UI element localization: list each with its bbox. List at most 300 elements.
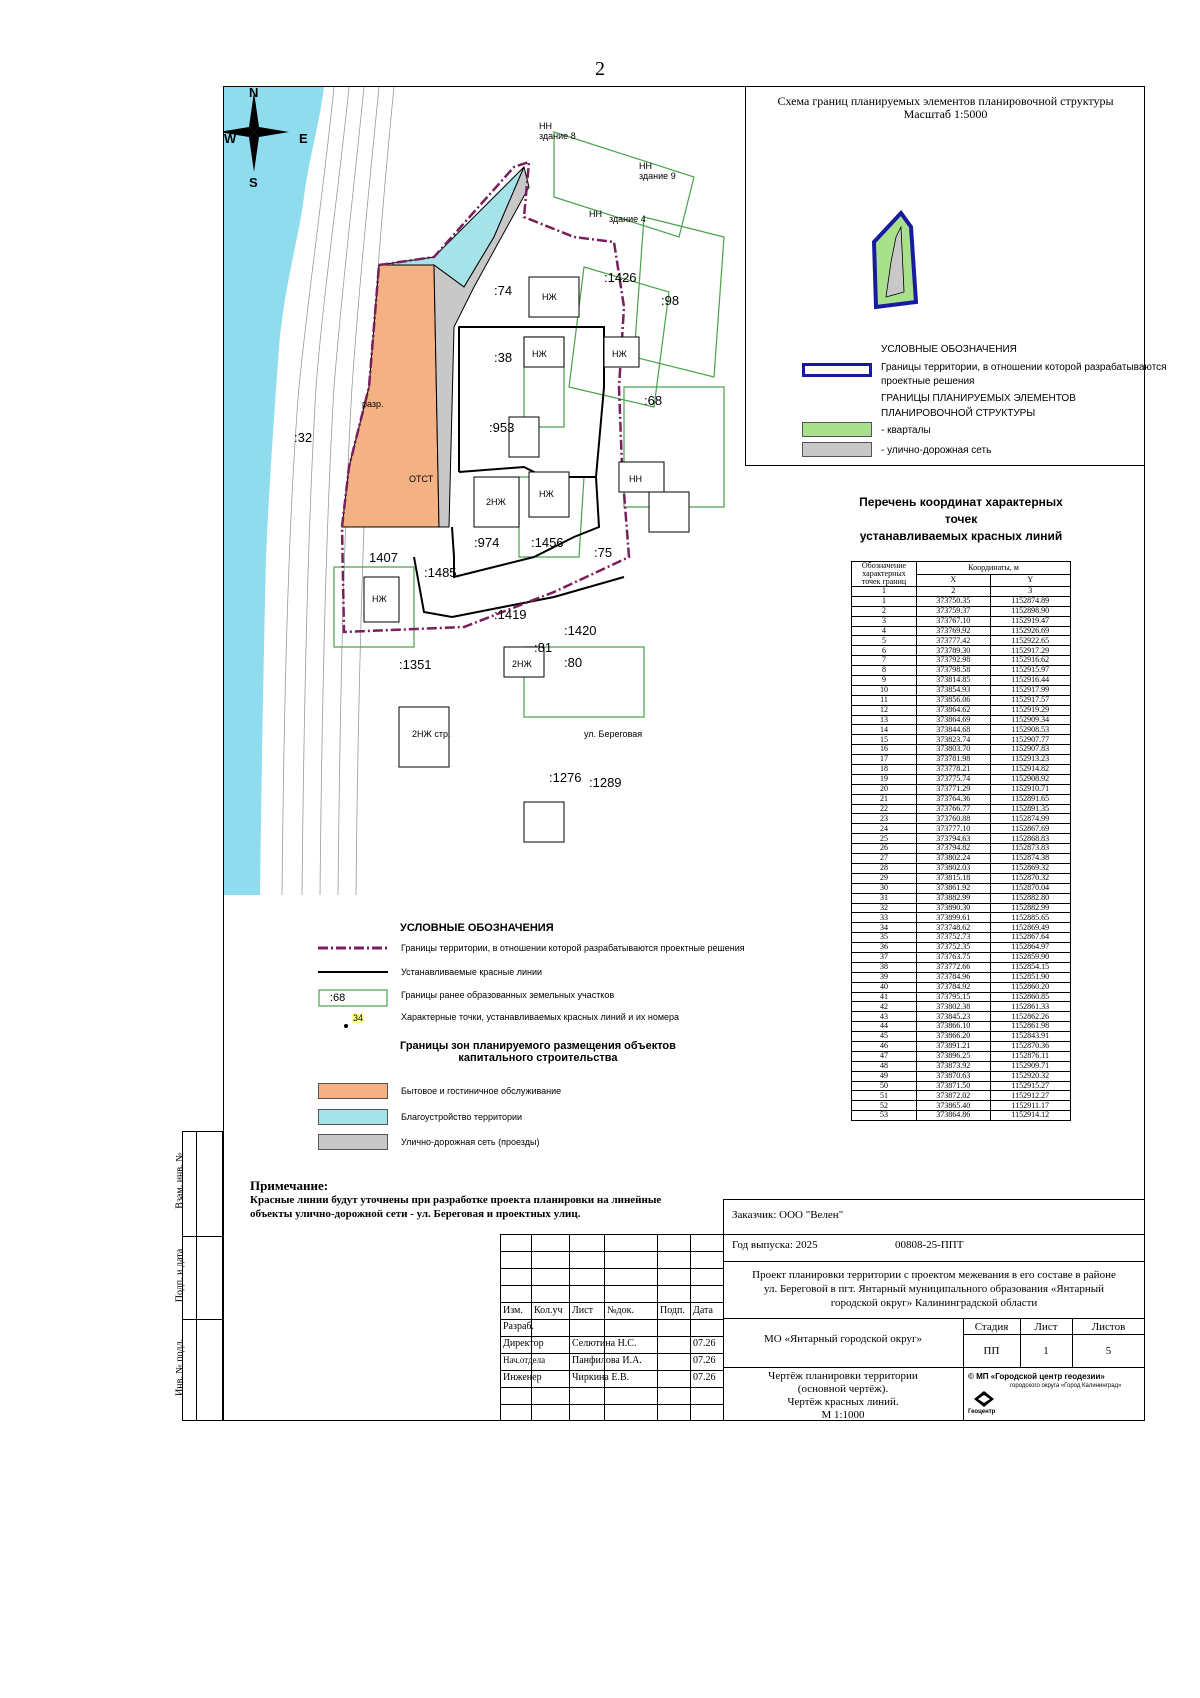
overview-legend-title: УСЛОВНЫЕ ОБОЗНАЧЕНИЯ	[881, 344, 1017, 355]
coord-row	[852, 1061, 1071, 1071]
coord-x: 373750.35	[917, 596, 991, 606]
project-title	[723, 1268, 1145, 1310]
coord-row	[852, 883, 1071, 893]
coord-row	[852, 725, 1071, 735]
coord-row	[852, 705, 1071, 715]
coord-x: 373795.15	[917, 992, 991, 1002]
bld-label: здание 8	[539, 131, 576, 141]
side-stamp-divider	[182, 1236, 223, 1237]
label-1351: :1351	[399, 657, 432, 672]
coord-x: 373752.35	[917, 943, 991, 953]
coord-point: 45	[852, 1032, 917, 1042]
overview-item2: - кварталы	[881, 425, 931, 436]
coord-point: 14	[852, 725, 917, 735]
coord-point: 35	[852, 933, 917, 943]
bld-label: НН	[539, 121, 552, 131]
coord-y: 1152874.89	[990, 596, 1071, 606]
drawing-title	[723, 1370, 963, 1422]
coord-row	[852, 784, 1071, 794]
compass-n: N	[249, 87, 259, 100]
coord-y: 1152869.32	[990, 863, 1071, 873]
coord-y: 1152882.80	[990, 893, 1071, 903]
coord-point: 24	[852, 824, 917, 834]
coord-y: 1152864.97	[990, 943, 1071, 953]
side-stamp-divider	[196, 1131, 197, 1421]
overview-item1b: проектные решения	[881, 376, 975, 387]
label-1485: :1485	[424, 565, 457, 580]
coord-y: 1152922.65	[990, 636, 1071, 646]
geocenter-logo-icon	[973, 1390, 995, 1408]
org-name: © МП «Городской центр геодезии»	[968, 1372, 1105, 1381]
coord-point: 20	[852, 784, 917, 794]
zone-service	[342, 265, 439, 527]
legend-zone2: Благоустройство территории	[401, 1112, 523, 1122]
coord-x: 373777.10	[917, 824, 991, 834]
project-line1: Проект планировки территории с проектом межевания в его составе в районе	[752, 1269, 1116, 1281]
stage-head: Стадия	[974, 1321, 1009, 1333]
date-3: 07.26	[693, 1372, 716, 1383]
coord-point: 29	[852, 873, 917, 883]
coord-point: 19	[852, 774, 917, 784]
bld-label: НЖ	[612, 349, 627, 359]
coord-y: 1152851.90	[990, 972, 1071, 982]
quarters-swatch	[802, 422, 872, 437]
coord-point: 44	[852, 1022, 917, 1032]
legend-zone3: Улично-дорожная сеть (проезды)	[401, 1137, 540, 1147]
label-1407: 1407	[369, 550, 398, 565]
coord-y: 1152898.90	[990, 606, 1071, 616]
col-n2: 2	[917, 587, 991, 597]
coord-y: 1152862.26	[990, 1012, 1071, 1022]
coord-x: 373794.82	[917, 844, 991, 854]
coord-point: 18	[852, 765, 917, 775]
sheet-head: Лист	[1034, 1321, 1058, 1333]
col-n1: 1	[852, 587, 917, 597]
side-stamp-c: Инв. № подл.	[174, 1339, 186, 1396]
coord-x: 373763.75	[917, 952, 991, 962]
coord-point: 16	[852, 745, 917, 755]
coord-row	[852, 626, 1071, 636]
coord-row	[852, 873, 1071, 883]
overview-inset	[745, 87, 1167, 466]
project-line2: ул. Береговой в пгт. Янтарный муниципального образования «Янтарный	[763, 1283, 1105, 1295]
coord-y: 1152917.29	[990, 646, 1071, 656]
grid-vline	[569, 1234, 570, 1421]
roads-swatch	[802, 442, 872, 457]
bld-label: НЖ	[542, 292, 557, 302]
coord-point: 7	[852, 656, 917, 666]
coord-point: 34	[852, 923, 917, 933]
coord-point: 26	[852, 844, 917, 854]
col-point: Обозначение характерных точек границ	[852, 562, 917, 587]
drawing-line3: Чертёж красных линий.	[787, 1396, 899, 1408]
coord-x: 373778.21	[917, 765, 991, 775]
coord-row	[852, 982, 1071, 992]
col-coords: Координаты, м	[917, 562, 1071, 575]
zone1-swatch	[318, 1083, 388, 1099]
coord-y: 1152916.44	[990, 676, 1071, 686]
doc-code: 00808-25-ППТ	[895, 1239, 964, 1251]
coord-x: 373767.10	[917, 616, 991, 626]
coord-point: 9	[852, 676, 917, 686]
sea-area	[224, 87, 324, 895]
coord-y: 1152876.11	[990, 1051, 1071, 1061]
coord-row	[852, 765, 1071, 775]
legend-parcel: Границы ранее образованных земельных участков	[401, 990, 615, 1000]
label-1276: :1276	[549, 770, 582, 785]
coord-row	[852, 636, 1071, 646]
coord-y: 1152917.57	[990, 695, 1071, 705]
side-stamp-divider	[182, 1319, 223, 1320]
coord-point: 40	[852, 982, 917, 992]
coord-row	[852, 666, 1071, 676]
coord-row	[852, 854, 1071, 864]
bld-label: 2НЖ	[486, 497, 506, 507]
coord-y: 1152909.34	[990, 715, 1071, 725]
label-68: :68	[644, 393, 663, 408]
coord-y: 1152870.36	[990, 1041, 1071, 1051]
coord-y: 1152869.49	[990, 923, 1071, 933]
zones-title-line1: Границы зон планируемого размещения объектов	[400, 1040, 676, 1052]
coord-point: 42	[852, 1002, 917, 1012]
coord-row	[852, 1041, 1071, 1051]
coord-row	[852, 774, 1071, 784]
coord-x: 373844.68	[917, 725, 991, 735]
razrab: Разраб.	[503, 1321, 534, 1332]
overview-scheme	[866, 207, 926, 317]
tb-divider	[723, 1261, 1145, 1262]
coord-point: 48	[852, 1061, 917, 1071]
coord-x: 373792.98	[917, 656, 991, 666]
coord-x: 373864.86	[917, 1111, 991, 1121]
grid-hline	[500, 1370, 723, 1371]
grid-hline	[500, 1285, 723, 1286]
overview-group-title: ГРАНИЦЫ ПЛАНИРУЕМЫХ ЭЛЕМЕНТОВ	[881, 393, 1076, 404]
coord-point: 21	[852, 794, 917, 804]
legend-parcel-sample: :68	[330, 992, 346, 1004]
role-1: Директор	[503, 1338, 544, 1349]
stage: ПП	[983, 1345, 1000, 1357]
razr-label: разр.	[362, 399, 384, 409]
coord-x: 373784.96	[917, 972, 991, 982]
coord-row	[852, 616, 1071, 626]
coord-y: 1152860.85	[990, 992, 1071, 1002]
coord-point: 41	[852, 992, 917, 1002]
note-title: Примечание:	[250, 1178, 329, 1193]
coord-x: 373815.18	[917, 873, 991, 883]
coord-x: 373871.50	[917, 1081, 991, 1091]
coord-row	[852, 1081, 1071, 1091]
coord-x: 373802.24	[917, 854, 991, 864]
overview-boundary-swatch	[802, 363, 872, 377]
coord-x: 373873.92	[917, 1061, 991, 1071]
coord-x: 373823.74	[917, 735, 991, 745]
bld-label: НН	[639, 161, 652, 171]
coord-point: 53	[852, 1111, 917, 1121]
zones-title-line2: капитального строительства	[458, 1052, 618, 1064]
legend-title	[400, 922, 554, 934]
coordinates-body	[852, 596, 1071, 1120]
grid-hline	[500, 1268, 723, 1269]
coord-point: 36	[852, 943, 917, 953]
coord-point: 38	[852, 962, 917, 972]
coord-point: 39	[852, 972, 917, 982]
col-x: X	[917, 574, 991, 587]
coord-x: 373764.36	[917, 794, 991, 804]
role-2: Нач.отдела	[503, 1355, 546, 1365]
legend-boundary: Границы территории, в отношении которой разрабатываются проектные решения	[401, 943, 745, 953]
bld-label: НН	[589, 209, 602, 219]
coord-y: 1152867.64	[990, 933, 1071, 943]
coord-row	[852, 676, 1071, 686]
coord-row	[852, 695, 1071, 705]
coord-x: 373802.03	[917, 863, 991, 873]
coord-y: 1152914.82	[990, 765, 1071, 775]
coord-y: 1152919.29	[990, 705, 1071, 715]
coord-x: 373854.93	[917, 685, 991, 695]
coord-x: 373784.92	[917, 982, 991, 992]
legend-title-text: УСЛОВНЫЕ ОБОЗНАЧЕНИЯ	[400, 922, 554, 934]
coord-point: 13	[852, 715, 917, 725]
coord-x: 373802.38	[917, 1002, 991, 1012]
coord-y: 1152885.65	[990, 913, 1071, 923]
label-38: :38	[494, 350, 513, 365]
coord-point: 8	[852, 666, 917, 676]
label-98: :98	[661, 293, 680, 308]
bld-label: 2НЖ стр.	[412, 729, 451, 739]
col-y: Y	[990, 574, 1071, 587]
coord-y: 1152874.38	[990, 854, 1071, 864]
bld-label: НЖ	[539, 489, 554, 499]
coord-x: 373794.63	[917, 834, 991, 844]
coord-row	[852, 952, 1071, 962]
mo: МО «Янтарный городской округ»	[764, 1333, 922, 1345]
coord-x: 373766.77	[917, 804, 991, 814]
coord-x: 373864.62	[917, 705, 991, 715]
note-line2: объекты улично-дорожной сети - ул. Береговая и проектных улиц.	[250, 1208, 581, 1220]
grid-hline	[500, 1319, 723, 1320]
grid-hline	[500, 1251, 723, 1252]
coord-row	[852, 834, 1071, 844]
overview-group-title-b: ПЛАНИРОВОЧНОЙ СТРУКТУРЫ	[881, 408, 1036, 419]
coord-point: 4	[852, 626, 917, 636]
coord-point: 10	[852, 685, 917, 695]
coord-y: 1152917.99	[990, 685, 1071, 695]
coord-x: 373752.73	[917, 933, 991, 943]
grid-hline	[500, 1302, 723, 1303]
plan-map-svg	[224, 87, 744, 895]
label-74: :74	[494, 283, 513, 298]
coord-x: 373769.92	[917, 626, 991, 636]
compass-w: W	[224, 131, 237, 146]
sheets-head: Листов	[1091, 1321, 1126, 1333]
coord-point: 22	[852, 804, 917, 814]
grid-hline	[500, 1336, 723, 1337]
coord-point: 2	[852, 606, 917, 616]
coord-point: 50	[852, 1081, 917, 1091]
coord-point: 17	[852, 755, 917, 765]
coord-row	[852, 814, 1071, 824]
label-974: :974	[474, 535, 500, 550]
coords-title1: Перечень координат характерных точек	[859, 495, 1063, 526]
coord-point: 15	[852, 735, 917, 745]
plan-map[interactable]	[224, 87, 744, 895]
zone3-swatch	[318, 1134, 388, 1150]
page-number: 2	[595, 58, 605, 80]
bld-label: 2НЖ	[512, 659, 532, 669]
grid-vline	[604, 1234, 605, 1421]
coord-x: 373814.85	[917, 676, 991, 686]
bld-label: НЖ	[532, 349, 547, 359]
coord-row	[852, 962, 1071, 972]
coord-point: 32	[852, 903, 917, 913]
coord-point: 25	[852, 834, 917, 844]
coord-x: 373870.63	[917, 1071, 991, 1081]
side-stamp-a: Взам. инв. №	[174, 1152, 186, 1209]
coord-x: 373861.92	[917, 883, 991, 893]
coord-y: 1152843.91	[990, 1032, 1071, 1042]
label-1419: :1419	[494, 607, 527, 622]
coord-x: 373872.02	[917, 1091, 991, 1101]
coord-row	[852, 943, 1071, 953]
col-podp: Подп.	[660, 1305, 685, 1316]
coord-point: 43	[852, 1012, 917, 1022]
label-80: :80	[564, 655, 583, 670]
coord-x: 373760.88	[917, 814, 991, 824]
coord-row	[852, 972, 1071, 982]
coord-x: 373882.99	[917, 893, 991, 903]
col-n3: 3	[990, 587, 1071, 597]
sheets: 5	[1105, 1345, 1112, 1357]
tb-divider	[723, 1318, 1145, 1319]
grid-hline	[500, 1387, 723, 1388]
coord-y: 1152859.90	[990, 952, 1071, 962]
coord-y: 1152860.20	[990, 982, 1071, 992]
coord-y: 1152861.33	[990, 1002, 1071, 1012]
coord-row	[852, 992, 1071, 1002]
coord-point: 1	[852, 596, 917, 606]
label-81: :81	[534, 640, 553, 655]
coord-x: 373864.69	[917, 715, 991, 725]
coord-row	[852, 1071, 1071, 1081]
coord-x: 373856.06	[917, 695, 991, 705]
coord-row	[852, 735, 1071, 745]
coord-y: 1152854.15	[990, 962, 1071, 972]
coord-y: 1152910.71	[990, 784, 1071, 794]
overview-title	[746, 95, 1145, 121]
coord-y: 1152907.77	[990, 735, 1071, 745]
coord-point: 47	[852, 1051, 917, 1061]
coord-row	[852, 794, 1071, 804]
coord-row	[852, 685, 1071, 695]
coord-row	[852, 903, 1071, 913]
coord-y: 1152891.65	[990, 794, 1071, 804]
legend-zone1: Бытовое и гостиничное обслуживание	[401, 1086, 562, 1096]
street-label: ул. Береговая	[584, 729, 643, 739]
coord-point: 37	[852, 952, 917, 962]
coord-row	[852, 913, 1071, 923]
coord-row	[852, 656, 1071, 666]
coord-point: 6	[852, 646, 917, 656]
name-2: Панфилова И.А.	[572, 1355, 642, 1366]
label-75: :75	[594, 545, 613, 560]
coord-y: 1152919.47	[990, 616, 1071, 626]
compass-s: S	[249, 175, 258, 190]
coord-row	[852, 1012, 1071, 1022]
grid-vline	[657, 1234, 658, 1421]
coord-y: 1152913.23	[990, 755, 1071, 765]
coord-y: 1152867.69	[990, 824, 1071, 834]
year: Год выпуска: 2025	[732, 1239, 818, 1251]
bld-label: здание 4	[609, 214, 646, 224]
grid-hline	[500, 1404, 723, 1405]
coordinates-table-block	[851, 494, 1071, 1121]
coord-point: 31	[852, 893, 917, 903]
coord-y: 1152914.12	[990, 1111, 1071, 1121]
coord-x: 373866.20	[917, 1032, 991, 1042]
coord-x: 373789.30	[917, 646, 991, 656]
project-line3: городской округ» Калининградской области	[830, 1297, 1038, 1309]
drawing-scale: М 1:1000	[821, 1409, 865, 1421]
name-3: Чиркина Е.В.	[572, 1372, 630, 1383]
coord-y: 1152882.99	[990, 903, 1071, 913]
coord-row	[852, 606, 1071, 616]
label-1426: :1426	[604, 270, 637, 285]
coord-x: 373775.74	[917, 774, 991, 784]
coord-row	[852, 804, 1071, 814]
coord-row	[852, 755, 1071, 765]
legend-redline: Устанавливаемые красные линии	[401, 967, 543, 977]
coord-row	[852, 1111, 1071, 1121]
coord-point: 52	[852, 1101, 917, 1111]
coord-point: 49	[852, 1071, 917, 1081]
coord-point: 23	[852, 814, 917, 824]
coord-point: 5	[852, 636, 917, 646]
coord-y: 1152916.62	[990, 656, 1071, 666]
coord-row	[852, 893, 1071, 903]
coord-row	[852, 933, 1071, 943]
coord-x: 373891.21	[917, 1041, 991, 1051]
coord-y: 1152861.98	[990, 1022, 1071, 1032]
coord-row	[852, 824, 1071, 834]
side-stamp	[182, 1131, 223, 1421]
coord-y: 1152915.97	[990, 666, 1071, 676]
otst-label: ОТСТ	[409, 474, 434, 484]
coord-y: 1152907.83	[990, 745, 1071, 755]
coords-title2: устанавливаемых красных линий	[859, 529, 1063, 543]
coord-y: 1152908.53	[990, 725, 1071, 735]
label-32: :32	[294, 430, 313, 445]
bld-label: НЖ	[372, 594, 387, 604]
compass-e: E	[299, 131, 308, 146]
coord-row	[852, 1091, 1071, 1101]
coord-y: 1152874.99	[990, 814, 1071, 824]
coord-point: 27	[852, 854, 917, 864]
coord-row	[852, 596, 1071, 606]
coord-point: 12	[852, 705, 917, 715]
name-1: Селютина Н.С.	[572, 1338, 637, 1349]
coord-row	[852, 715, 1071, 725]
col-izm: Изм.	[503, 1305, 523, 1316]
coord-x: 373759.37	[917, 606, 991, 616]
coord-point: 30	[852, 883, 917, 893]
customer: Заказчик: ООО "Велен"	[732, 1209, 844, 1221]
note-line1: Красные линии будут уточнены при разработке проекта планировки на линейные	[250, 1194, 662, 1206]
coord-y: 1152912.27	[990, 1091, 1071, 1101]
grid-hline	[500, 1353, 723, 1354]
coord-x: 373771.29	[917, 784, 991, 794]
zones-title	[400, 1040, 676, 1064]
